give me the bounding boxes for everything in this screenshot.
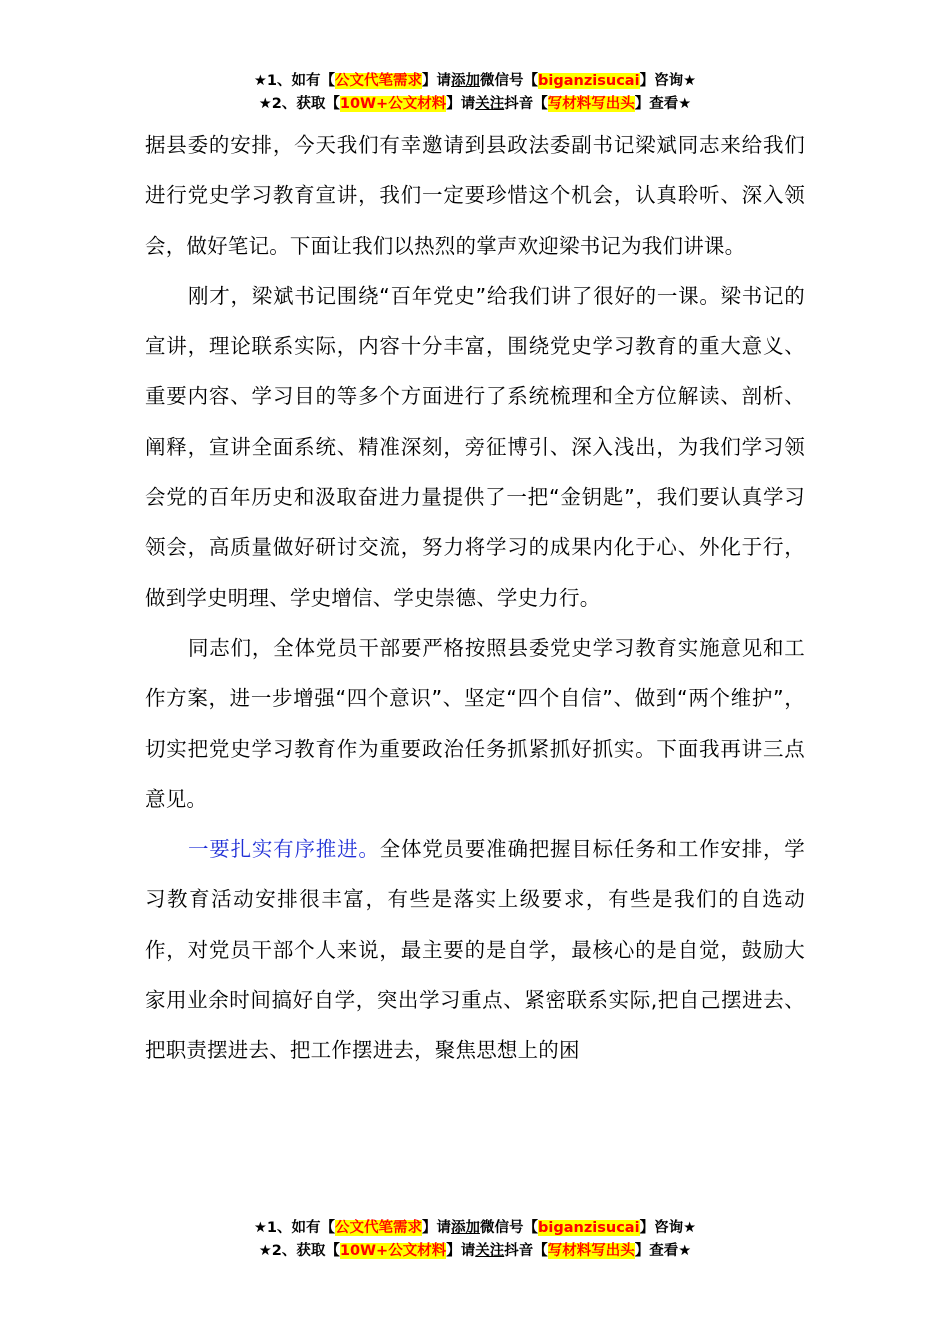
- banner-highlight: 公文代笔需求: [335, 73, 423, 89]
- banner-underlined-text: 关注: [475, 96, 505, 112]
- banner-text: ★1、如有【: [253, 1220, 336, 1236]
- banner-highlight: 写材料写出头: [547, 96, 635, 112]
- banner-underlined-text: 添加: [451, 73, 481, 89]
- document-body: [145, 120, 805, 1076]
- banner-highlight: biganzisucai: [538, 73, 640, 89]
- banner-text: 抖音【: [504, 96, 548, 112]
- banner-underlined-text: 添加: [451, 1220, 481, 1236]
- banner-highlight: 10W+公文材料: [339, 96, 447, 112]
- banner-line-1: [0, 70, 950, 93]
- banner-text: 抖音【: [504, 1243, 548, 1259]
- banner-underlined-text: 关注: [475, 1243, 505, 1259]
- paragraph-4-heading: 一要扎实有序推进。: [188, 837, 380, 862]
- paragraph-4: [145, 824, 805, 1075]
- banner-text: 】咨询★: [639, 1220, 697, 1236]
- banner-text: 】咨询★: [639, 73, 697, 89]
- header-banner: [0, 70, 950, 116]
- paragraph-1: 据县委的安排，今天我们有幸邀请到县政法委副书记梁斌同志来给我们进行党史学习教育宣讲，我们一定要珍惜这个机会，认真聆听、深入领会，做好笔记。下面让我们以热烈的掌声欢迎梁书记为我们讲课。: [145, 133, 805, 258]
- banner-text: 】查看★: [634, 96, 692, 112]
- banner-highlight: 10W+公文材料: [339, 1243, 447, 1259]
- banner-highlight: 公文代笔需求: [335, 1220, 423, 1236]
- paragraph-2: 刚才，梁斌书记围绕“百年党史”给我们讲了很好的一课。梁书记的宣讲，理论联系实际，内容十分丰富，围绕党史学习教育的重大意义、重要内容、学习目的等多个方面进行了系统梳理和全方位解读、剖析、阐释，宣讲全面系统、精准深刻，旁征博引、深入浅出，为我们学习领会党的百年历史和汲取奋进力量提供了一把“金钥匙”，我们要认真学习领会，高质量做好研讨交流，努力将学习的成果内化于心、外化于行，做到学史明理、学史增信、学史崇德、学史力行。: [145, 283, 805, 610]
- banner-text: 】请: [446, 1243, 476, 1259]
- footer-banner: [0, 1217, 950, 1263]
- paragraph-4-text: 全体党员要准确把握目标任务和工作安排，学习教育活动安排很丰富，有些是落实上级要求，有些是我们的自选动作，对党员干部个人来说，最主要的是自学，最核心的是自觉，鼓励大家用业余时间搞好自学，突出学习重点、紧密联系实际,把自己摆进去、把职责摆进去、把工作摆进去，聚焦思想上的困: [145, 837, 805, 1063]
- banner-text: 】请: [446, 96, 476, 112]
- banner-text: 】请: [422, 73, 452, 89]
- banner-line-1: [0, 1217, 950, 1240]
- banner-text: 微信号【: [480, 73, 539, 89]
- banner-text: ★2、获取【: [258, 1243, 340, 1259]
- banner-line-2: [0, 1240, 950, 1263]
- banner-line-2: [0, 93, 950, 116]
- banner-text: 】查看★: [634, 1243, 692, 1259]
- banner-text: ★2、获取【: [258, 96, 340, 112]
- paragraph-3: 同志们，全体党员干部要严格按照县委党史学习教育实施意见和工作方案，进一步增强“四个意识”、坚定“四个自信”、做到“两个维护”，切实把党史学习教育作为重要政治任务抓紧抓好抓实。下面我再讲三点意见。: [145, 635, 805, 811]
- banner-highlight: biganzisucai: [538, 1220, 640, 1236]
- banner-text: 】请: [422, 1220, 452, 1236]
- banner-text: 微信号【: [480, 1220, 539, 1236]
- banner-highlight: 写材料写出头: [547, 1243, 635, 1259]
- banner-text: ★1、如有【: [253, 73, 336, 89]
